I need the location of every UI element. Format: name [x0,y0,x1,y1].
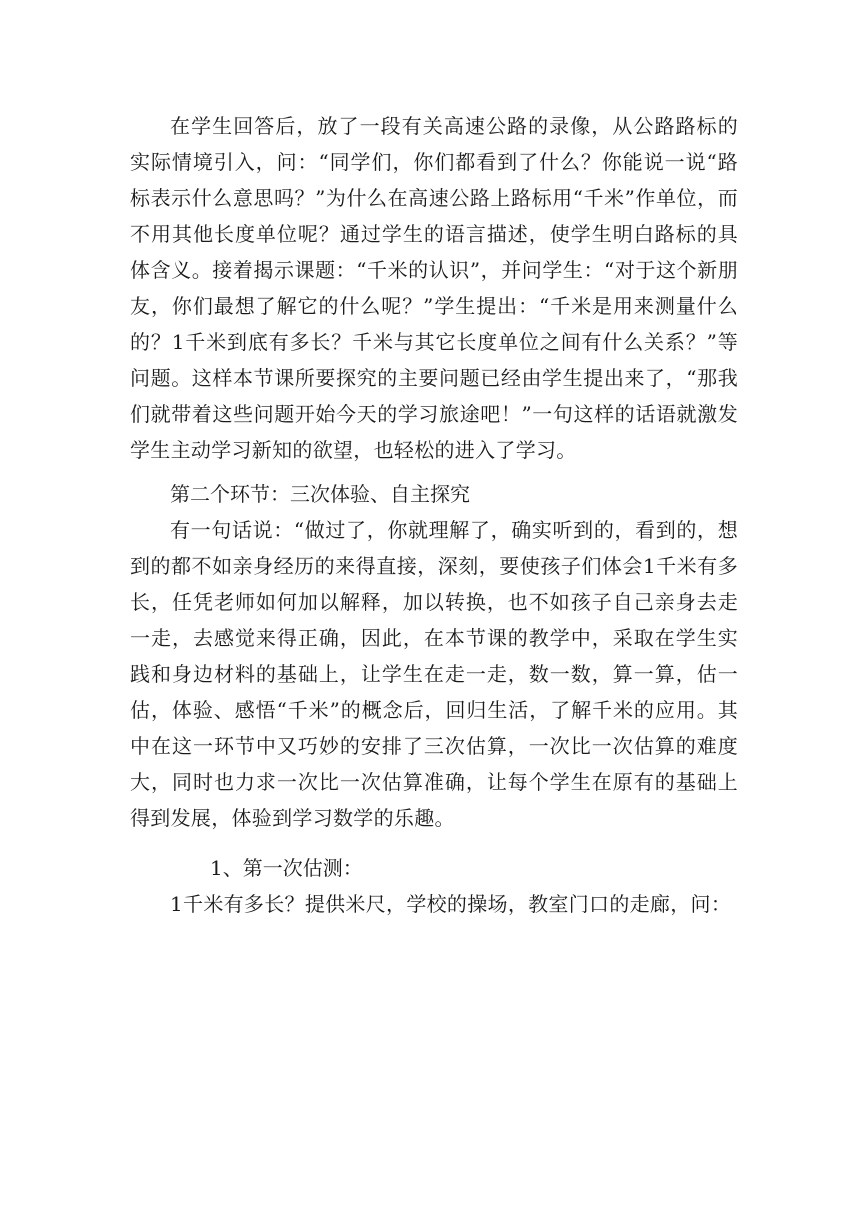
paragraph-experience: 有一句话说：“做过了，你就理解了，确实听到的，看到的，想到的都不如亲身经历的来得直接，深刻，要使孩子们体会1千米有多长，任凭老师如何加以解释，加以转换，也不如孩子自己亲身去走一走，去感觉来得正确，因此，在本节课的教学中，采取在学生实践和身边材料的基础上，让学生在走一走，数一数，算一算，估一估，体验、感悟“千米”的概念后，回归生活，了解千米的应用。其中在这一环节中又巧妙的安排了三次估算，一次比一次估算的难度大，同时也力求一次比一次估算准确，让每个学生在原有的基础上得到发展，体验到学习数学的乐趣。 [130,518,738,830]
section-heading-second-stage: 第二个环节：三次体验、自主探究 [170,482,470,506]
document-body [130,108,738,922]
paragraph-intro: 在学生回答后，放了一段有关高速公路的录像，从公路路标的实际情境引入，问：“同学们，你们都看到了什么？你能说一说“路标表示什么意思吗？”为什么在高速公路上路标用“千米”作单位，而不用其他长度单位呢？通过学生的语言描述，使学生明白路标的具体含义。接着揭示课题：“千米的认识”，并问学生：“对于这个新朋友，你们最想了解它的什么呢？”学生提出：“千米是用来测量什么的？1千米到底有多长？千米与其它长度单位之间有什么关系？”等问题。这样本节课所要探究的主要问题已经由学生提出来了，“那我们就带着这些问题开始今天的学习旅途吧！”一句这样的话语就激发学生主动学习新知的欲望，也轻松的进入了学习。 [130,114,738,462]
paragraph-first-estimate: 1千米有多长？提供米尺，学校的操场，教室门口的走廊，问： [170,892,732,916]
sub-heading-first-estimate: 1、第一次估测： [210,856,363,880]
